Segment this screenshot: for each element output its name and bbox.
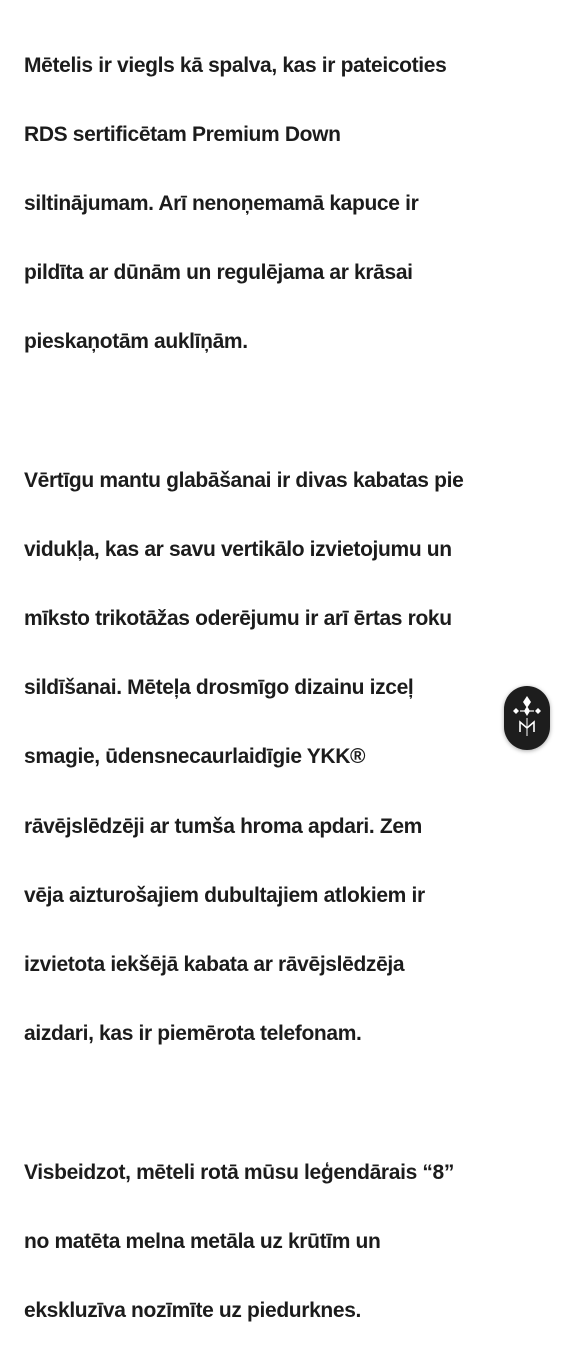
text-line: RDS sertificētam Premium Down: [24, 122, 341, 146]
text-line: pieskaņotām auklīņām.: [24, 330, 248, 354]
text-line: izvietota iekšējā kabata ar rāvējslēdzēja: [24, 953, 405, 977]
text-line: smagie, ūdensnecaurlaidīgie YKK®: [24, 745, 366, 769]
text-line: sildīšanai. Mēteļa drosmīgo dizainu izceļ: [24, 676, 414, 700]
text-line: siltinājumam. Arī nenoņemamā kapuce ir: [24, 191, 419, 215]
text-line: ekskluzīva nozīmīte uz piedurknes.: [24, 1298, 362, 1322]
description-paragraph-3: [24, 1121, 550, 1363]
text-line: vidukļa, kas ar savu vertikālo izvietojumu un: [24, 537, 452, 561]
text-line: aizdari, kas ir piemērota telefonam.: [24, 1022, 362, 1046]
brand-chat-button[interactable]: [504, 686, 550, 750]
description-paragraph-2: [24, 429, 550, 1086]
description-paragraph-1: [24, 14, 550, 395]
brand-logo-icon: [504, 686, 550, 750]
text-line: Mētelis ir viegls kā spalva, kas ir pateicoties: [24, 53, 447, 77]
text-line: vēja aizturošajiem dubultajiem atlokiem ir: [24, 883, 425, 907]
text-line: Vērtīgu mantu glabāšanai ir divas kabatas pie: [24, 468, 464, 492]
text-line: mīksto trikotāžas oderējumu ir arī ērtas roku: [24, 607, 452, 631]
text-line: rāvējslēdzēji ar tumša hroma apdari. Zem: [24, 814, 423, 838]
text-line: no matēta melna metāla uz krūtīm un: [24, 1229, 381, 1253]
text-line: pildīta ar dūnām un regulējama ar krāsai: [24, 261, 413, 285]
text-line: Visbeidzot, mēteli rotā mūsu leģendārais “8”: [24, 1160, 455, 1184]
